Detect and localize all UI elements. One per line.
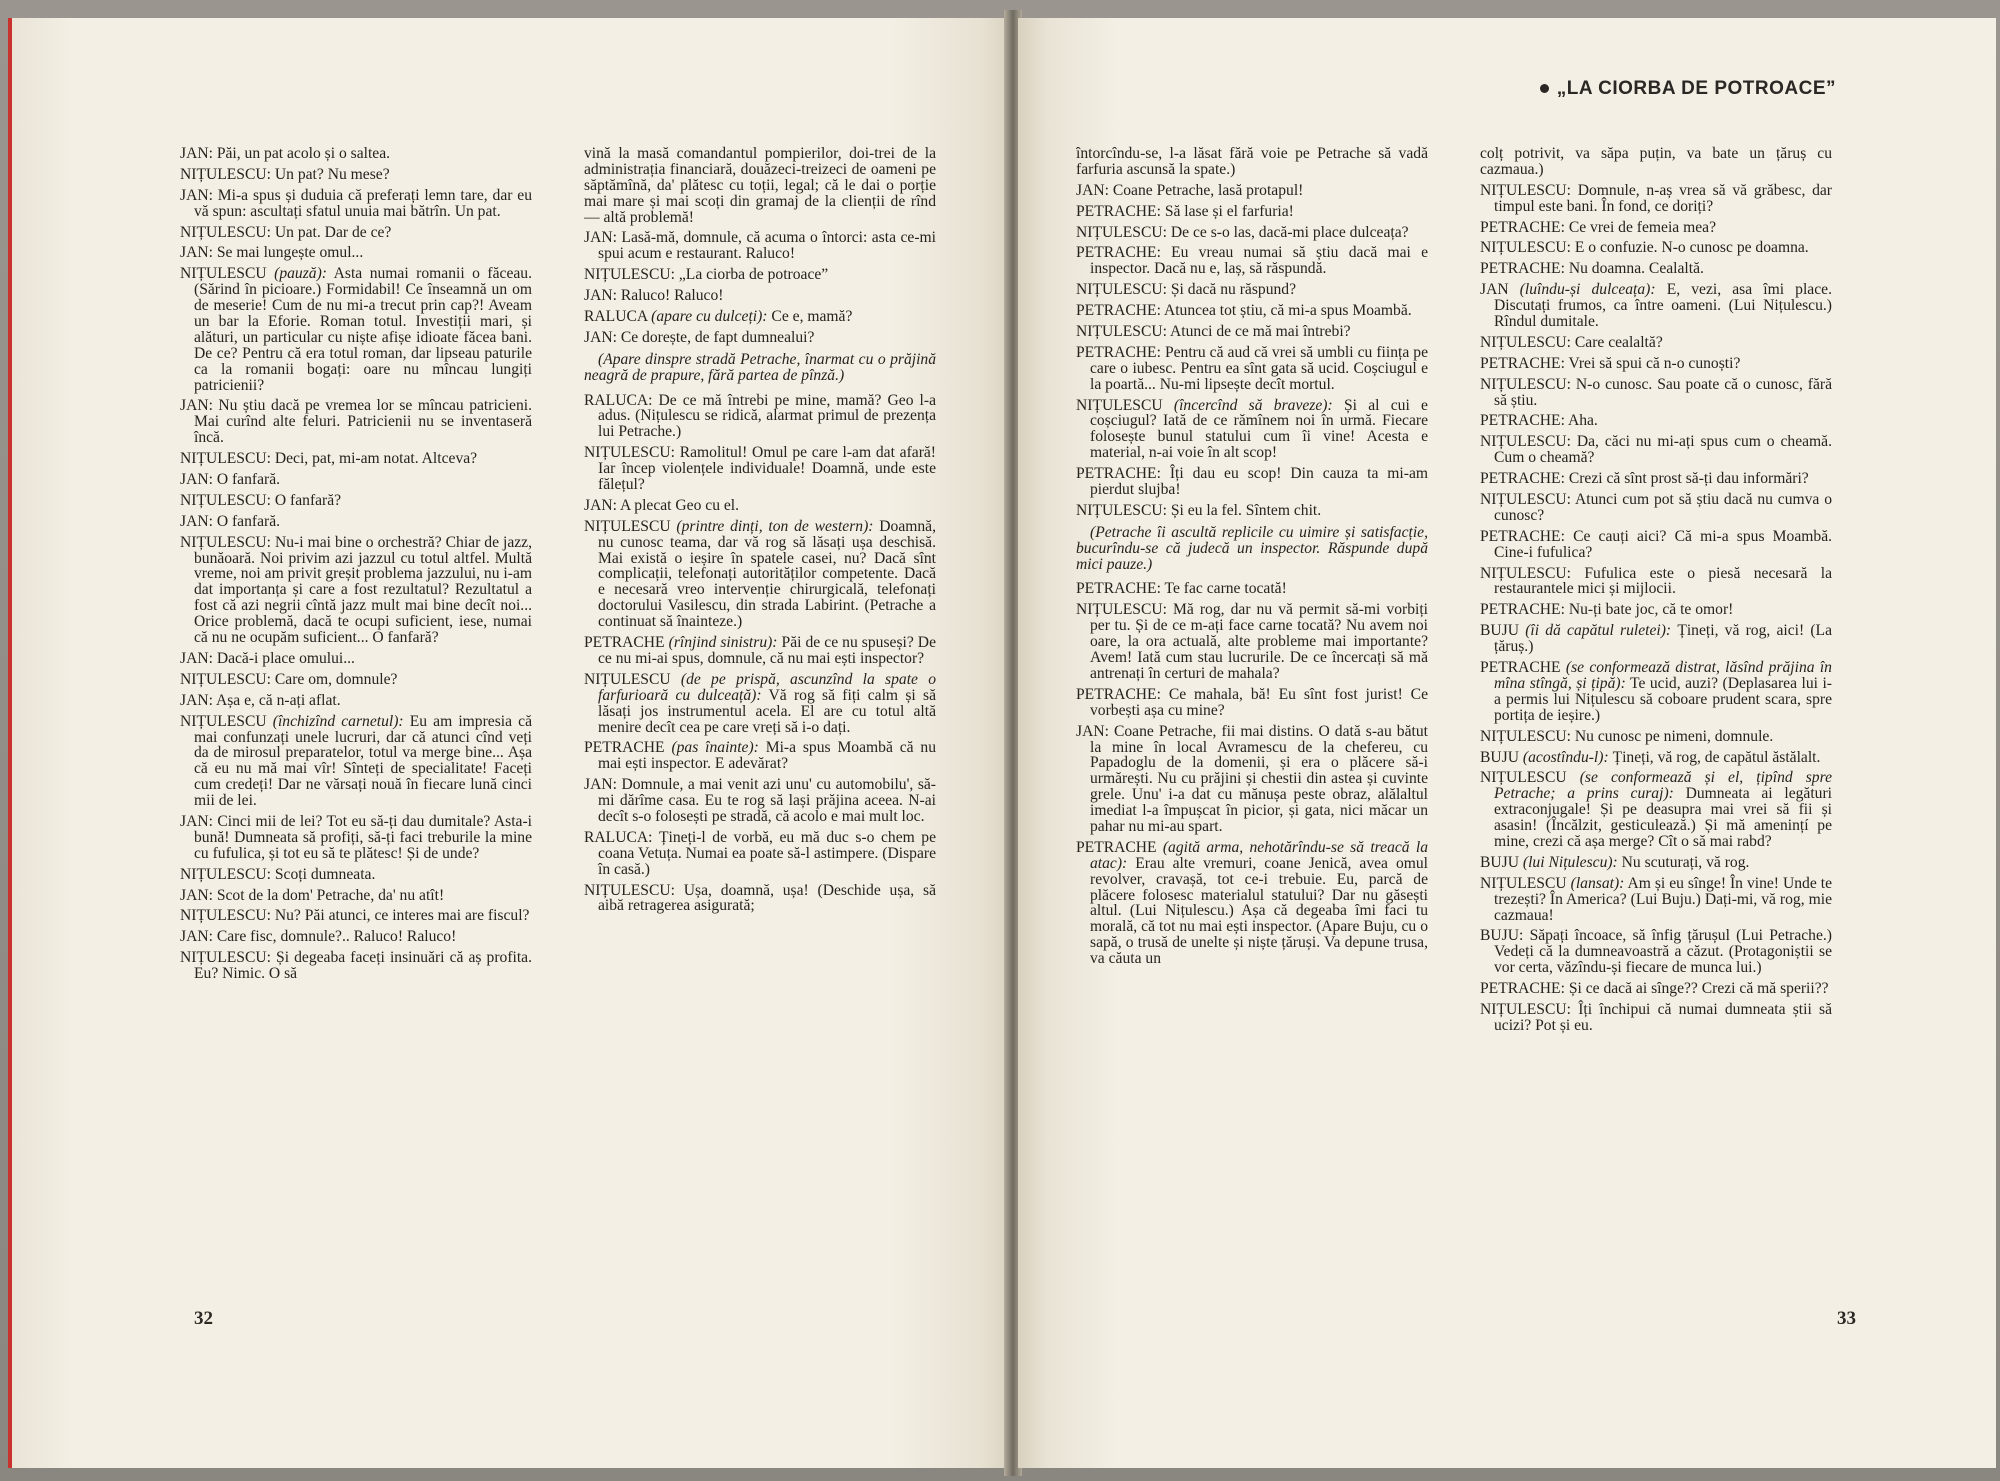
dialogue-line: NIȚULESCU: Fufulica este o piesă necesară la restaurantele mici și mijlocii. [1480,564,1832,598]
speaker-name: NIȚULESCU [1480,874,1567,892]
dialogue-line: PETRACHE: Și ce dacă ai sînge?? Crezi că mă sperii?? [1480,980,1829,998]
speaker-name: JAN [1076,722,1105,740]
line-text: Doamnă, nu cunosc teama, dar vă rog să lăsați ușa deschisă. Mai există o ieșire în spatele casei, nu? Dacă sînt complicații, telefonați autorităților competente. Dacă e necesară vreo intervenție chirurgicală, telefonați doctorului Vasilescu, din strada Labirint. (Petrache a continuat să înainteze.) [598,517,936,631]
line-text: Dacă-i place omului... [216,649,355,667]
line-text: „La ciorba de potroace” [678,266,829,284]
dialogue-line [1480,660,1832,724]
text-column-4 [1480,146,1832,1286]
dialogue-line: PETRACHE: Atuncea tot știu, că mi-a spus Moambă. [1076,302,1412,320]
speaker-name: NIȚULESCU [584,517,671,535]
inline-direction: (pas înainte): [671,739,759,757]
speaker-name: JAN [180,471,209,489]
speaker-name: NIȚULESCU [1076,501,1163,519]
speaker-name: PETRACHE [584,739,665,757]
speaker-name: JAN [584,496,613,514]
speaker-name: NIȚULESCU [180,450,267,468]
line-text: Îți dau eu scop! Din cauza ta mi-am pierdut slujba! [1090,465,1428,499]
dialogue-line: NIȚULESCU: Deci, pat, mi-am notat. Altceva? [180,450,478,468]
inline-direction: (lui Nițulescu): [1522,853,1618,871]
speaker-name: NIȚULESCU [1480,491,1567,509]
line-text: Să lase și el farfuria! [1164,202,1294,220]
speaker-name: NIȚULESCU [1480,239,1567,257]
dialogue-line: JAN: Coane Petrache, lasă protapul! [1076,181,1304,199]
dialogue-line: JAN: Lasă-mă, domnule, că acuma o întorci: asta ce-mi spui acum e restaurant. Raluco! [584,229,936,263]
speaker-name: JAN [180,812,209,830]
line-text: A plecat Geo cu el. [619,496,740,514]
dialogue-line: NIȚULESCU: Nu cunosc pe nimeni, domnule. [1480,727,1774,745]
continued-text: colț potrivit, va săpa puțin, va bate un țăruș cu cazmaua.) [1480,146,1832,178]
dialogue-line: NIȚULESCU: Care cealaltă? [1480,333,1663,351]
line-text: O fanfară. [216,512,281,530]
speaker-name: NIȚULESCU [1480,181,1567,199]
stage-direction: (Petrache îi ascultă replicile cu uimire și satisfacție, bucurîndu-se că judecă un inspector. Răspunde după mici pauze.) [1076,523,1428,573]
dialogue-line [1480,855,1832,871]
line-text: Așa e, că n-ați aflat. [215,691,341,709]
line-text: Da, căci nu mi-ați spus cum o cheamă. Cum o cheamă? [1494,433,1832,467]
dialogue-line [584,672,936,736]
dialogue-line [584,740,936,772]
speaker-name: PETRACHE [1076,202,1157,220]
line-text: O fanfară? [274,491,342,509]
dialogue-line: PETRACHE: Vrei să spui că n-o cunoști? [1480,354,1741,372]
dialogue-line: NIȚULESCU: Atunci de ce mă mai întrebi? [1076,323,1351,341]
dialogue-line: NIȚULESCU: Un pat? Nu mese? [180,165,390,183]
speaker-name: PETRACHE [1480,354,1561,372]
speaker-name: NIȚULESCU [180,223,267,241]
line-text: Vă rog să fiți calm și să lăsați jos instrumentul acela. El are cu totul altă menire decît cea pe care vreți să i-o dați. [598,686,936,736]
dialogue-line: JAN: Care fisc, domnule?.. Raluco! Raluco! [180,928,457,946]
speaker-name: PETRACHE [1076,465,1157,483]
speaker-name: NIȚULESCU [1480,564,1567,582]
dialogue-line: JAN: Nu știu dacă pe vremea lor se mîncau patricieni. Mai curînd alte feluri. Patricienii nu se inventaseră încă. [180,397,532,447]
speaker-name: NIȚULESCU [1076,323,1163,341]
line-text: Eu vreau numai să știu dacă mai e inspector. Dacă nu e, laș, să răspundă. [1090,244,1428,278]
speaker-name: JAN [180,649,209,667]
line-text: Păi, un pat acolo și o saltea. [216,146,391,162]
speaker-name: NIȚULESCU [1076,601,1163,619]
speaker-name: PETRACHE [1480,659,1561,677]
line-text: Scot de la dom' Petrache, da' nu atît! [216,886,445,904]
dialogue-line: JAN: O fanfară. [180,512,281,530]
line-text: Ce vrei de femeia mea? [1568,218,1717,236]
speaker-name: JAN [584,229,613,247]
dialogue-line: NIȚULESCU: De ce s-o las, dacă-mi place dulceața? [1076,223,1409,241]
line-text: Fufulica este o piesă necesară la restaurantele mici și mijlocii. [1494,564,1832,598]
speaker-name: PETRACHE [584,634,665,652]
line-text: Lasă-mă, domnule, că acuma o întorci: asta ce-mi spui acum e restaurant. Raluco! [598,229,936,263]
line-text: Cinci mii de lei? Tot eu să-ți dau dumitale? Asta-i bună! Dumneata să profiți, să-ți faci treburile la mine cu fufulica, și tot eu să te plătesc! Și de unde? [194,812,532,862]
speaker-name: BUJU [1480,622,1519,640]
page-number-left: 32 [194,1308,213,1329]
dialogue-line: PETRACHE: Eu vreau numai să știu dacă mai e inspector. Dacă nu e, laș, să răspundă. [1076,244,1428,278]
speaker-name: PETRACHE [1480,260,1561,278]
line-text: Domnule, n-aș vrea să vă grăbesc, dar timpul este bani. În fond, ce doriți? [1494,181,1832,215]
speaker-name: NIȚULESCU [1480,333,1567,351]
dialogue-line: NIȚULESCU: Un pat. Dar de ce? [180,223,392,241]
line-text: Care om, domnule? [274,670,398,688]
line-text: Un pat? Nu mese? [274,165,390,183]
speaker-name: NIȚULESCU [180,907,267,925]
dialogue-line: NIȚULESCU: Și dacă nu răspund? [1076,281,1297,299]
running-header-title: „LA CIORBA DE POTROACE” [1556,78,1836,99]
speaker-name: JAN [584,287,613,305]
inline-direction: (luîndu-și dulceața): [1519,281,1656,299]
speaker-name: NIȚULESCU [180,533,267,551]
speaker-name: NIȚULESCU [1480,1000,1567,1018]
line-text: Care fisc, domnule?.. Raluco! Raluco! [216,928,457,946]
speaker-name: JAN [584,776,613,794]
dialogue-line: NIȚULESCU: Nu-i mai bine o orchestră? Chiar de jazz, bunăoară. Noi privim azi jazzul cu totul altfel. Multă vreme, noi am privit greșit problema jazzului, nu i-am dat importanța și care a fost rezultatul? Rezultatul a fost că azi negrii cîntă jazz mult mai bine decît noi... Orice problemă, dacă te ocupi suficient, iese, numai că nu ne ocupăm suficient... O fanfară? [180,533,532,647]
inline-direction: (se conformează distrat, lăsînd prăjina în mîna stîngă, și țipă): [1494,659,1832,692]
speaker-name: JAN [180,691,209,709]
line-text: Și dacă nu răspund? [1170,281,1297,299]
dialogue-line: JAN: Coane Petrache, fii mai distins. O dată s-au bătut la mine în local Avramescu de la chefereu, cu Papadoglu de la domenii, și era o plăcere să-i urmărești. Nu cu prăjini și chestii din astea și cuvinte grele. Unu' i-a dat cu mănușa peste obraz, alălaltul imediat l-a împușcat în picior, și gata, nici măcar un pahar nu mi-au spart. [1076,722,1428,835]
dialogue-line: JAN: A plecat Geo cu el. [584,496,740,514]
speaker-name: NIȚULESCU [1480,769,1567,787]
line-text: Țineți-l de vorbă, eu mă duc s-o chem pe coana Vetuța. Numai ea poate să-l astimpere. (Dispare în casă.) [598,828,936,878]
stage-direction: (Apare dinspre stradă Petrache, înarmat cu o prăjină neagră de prapure, fără partea de pînză.) [584,350,936,384]
line-text: Nu-ți bate joc, că te omor! [1568,601,1734,619]
dialogue-line [1480,623,1832,655]
right-page [1018,18,1996,1468]
dialogue-line: JAN: Domnule, a mai venit azi unu' cu automobilu', să-mi dărîme casa. Eu te rog să lași prăjina aceea. N-ai decît s-o folosești pe stradă, că acolo e mai mult loc. [584,776,936,825]
speaker-name: JAN [180,886,209,904]
speaker-name: BUJU [1480,927,1519,945]
line-text: Țineți, vă rog, de capătul ăstălalt. [1612,748,1821,766]
dialogue-line: NIȚULESCU: Domnule, n-aș vrea să vă grăbesc, dar timpul este bani. În fond, ce doriți? [1480,181,1832,215]
dialogue-line: RALUCA: De ce mă întrebi pe mine, mamă? Geo l-a adus. (Nițulescu se ridică, alarmat primul de prezența lui Petrache.) [584,391,936,441]
line-text: Țineți, vă rog, aici! (La țăruș.) [1494,622,1832,656]
speaker-name: PETRACHE [1076,685,1157,703]
dialogue-line: JAN: Cinci mii de lei? Tot eu să-ți dau dumitale? Asta-i bună! Dumneata să profiți, să-ți faci treburile la mine cu fufulica, și tot eu să te plătesc! Și de unde? [180,812,532,862]
line-text: Și eu la fel. Sîntem chit. [1170,501,1322,519]
line-text: Atunci de ce mă mai întrebi? [1170,323,1351,341]
dialogue-line: PETRACHE: Nu-ți bate joc, că te omor! [1480,601,1734,619]
dialogue-line: PETRACHE: Crezi că sînt prost să-ți dau informări? [1480,470,1809,488]
dialogue-line [584,635,936,667]
speaker-name: NIȚULESCU [180,670,267,688]
speaker-name: JAN [180,186,209,204]
dialogue-line: NIȚULESCU: O fanfară? [180,491,342,509]
dialogue-line [1076,398,1428,462]
speaker-name: PETRACHE [1076,838,1157,856]
line-text: Coane Petrache, fii mai distins. O dată s-au bătut la mine în local Avramescu de la chefereu, cu Papadoglu de la domenii, și era o plăcere să-i urmărești. Nu cu prăjini și chestii din astea și cuvinte grele. Unu' i-a dat cu mănușa peste obraz, alălaltul imediat l-a împușcat în picior, și gata, nici măcar un pahar nu mi-au spart. [1090,722,1428,835]
line-text: Eu am impresia că mai confunzați unele lucruri, dar că atunci cînd veți da de mirosul preparatelor, totul va merge bine... Așa că eu nu mă mai vîr! Sînteți de specialitate! Faceți cum credeți! Dar ne vărsați nouă în fiecare lună cinci mii de lei. [194,712,532,810]
speaker-name: JAN [180,244,209,262]
speaker-name: JAN [1076,181,1105,199]
line-text: Mi-a spus Moambă că nu mai ești inspector. E adevărat? [598,739,936,773]
speaker-name: NIȚULESCU [180,491,267,509]
line-text: Atuncea tot știu, că mi-a spus Moambă. [1163,302,1412,320]
speaker-name: JAN [180,512,209,530]
speaker-name: PETRACHE [1480,470,1561,488]
speaker-name: NIȚULESCU [1076,223,1163,241]
line-text: Se mai lungește omul... [216,244,364,262]
line-text: Și ce dacă ai sînge?? Crezi că mă sperii?? [1568,980,1829,998]
line-text: Domnule, a mai venit azi unu' cu automobilu', să-mi dărîme casa. Eu te rog să lași prăjina aceea. N-ai decît s-o folosești pe stradă, că acolo e mai mult loc. [598,776,936,825]
page-number-right: 33 [1837,1308,1856,1329]
line-text: E o confuzie. N-o cunosc pe doamna. [1574,239,1809,257]
dialogue-line: PETRACHE: Te fac carne tocată! [1076,580,1287,598]
speaker-name: JAN [180,928,209,946]
speaker-name: BUJU [1480,748,1519,766]
line-text: Atunci cum pot să știu dacă nu cumva o cunosc? [1494,491,1832,524]
line-text: Nu? Păi atunci, ce interes mai are fiscul? [274,907,530,925]
inline-direction: (de pe prispă, ascunzînd la spate o farfurioară cu dulceață): [598,670,936,704]
dialogue-line: PETRACHE: Să lase și el farfuria! [1076,202,1294,220]
speaker-name: NIȚULESCU [1480,375,1567,393]
running-header [1540,78,1836,100]
inline-direction: (pauză): [274,265,327,283]
line-text: Deci, pat, mi-am notat. Altceva? [274,450,478,468]
line-text: Scoți dumneata. [274,865,376,883]
inline-direction: (închizînd carnetul): [272,712,404,730]
dialogue-line: NIȚULESCU: Scoți dumneata. [180,865,376,883]
dialogue-line: NIȚULESCU: Mă rog, dar nu vă permit să-mi vorbiți per tu. Și de ce m-ați face carne tocată? Nu avem noi oare, la ora actuală, alte probleme mai importante? Avem! Iată cum stau lucrurile. De ce încercați să mă antrenați în certuri de mahala? [1076,601,1428,682]
line-text: Vrei să spui că n-o cunoști? [1568,354,1741,372]
dialogue-line: NIȚULESCU: Nu? Păi atunci, ce interes mai are fiscul? [180,907,530,925]
speaker-name: NIȚULESCU [180,865,267,883]
inline-direction: (rînjind sinistru): [668,634,778,652]
speaker-name: NIȚULESCU [180,712,267,730]
speaker-name: RALUCA [584,308,648,326]
dialogue-line: NIȚULESCU: N-o cunosc. Sau poate că o cunosc, fără să știu. [1480,375,1832,409]
speaker-name: PETRACHE [1076,343,1157,361]
line-text: Și degeaba faceți insinuări că aș profita. Eu? Nimic. O să [194,949,532,983]
inline-direction: (se conformează și el, țipînd spre Petrache; a prins curaj): [1494,769,1832,803]
line-text: Crezi că sînt prost să-ți dau informări? [1568,470,1809,488]
dialogue-line: JAN: Păi, un pat acolo și o saltea. [180,146,391,162]
line-text: Ce e, mamă? [771,308,853,326]
line-text: Ce mahala, bă! Eu sînt fost jurist! Ce vorbești așa cu mine? [1090,685,1428,719]
line-text: Raluco! Raluco! [620,287,724,305]
line-text: Nu cunosc pe nimeni, domnule. [1574,727,1774,745]
line-text: Ce dorește, de fapt dumnealui? [620,328,815,346]
speaker-name: JAN [1480,281,1509,299]
line-text: Te fac carne tocată! [1164,580,1287,598]
dialogue-line [180,266,532,393]
dialogue-line: JAN: Scot de la dom' Petrache, da' nu atît! [180,886,445,904]
dialogue-line: JAN: Raluco! Raluco! [584,287,724,305]
line-text: De ce mă întrebi pe mine, mamă? Geo l-a adus. (Nițulescu se ridică, alarmat primul de prezența lui Petrache.) [598,391,936,441]
speaker-name: RALUCA [584,391,649,409]
speaker-name: PETRACHE [1480,527,1561,545]
line-text: Te ucid, auzi? (Deplasarea lui i-a permis lui Nițulescu să coboare prudent scara, spre portița de ieșire.) [1494,674,1832,724]
line-text: Asta numai romanii o făceau. (Sărind în picioare.) Formidabil! Ce înseamnă un om de meserie! Cum de nu mi-a trecut prin cap?! Aveam un bar la Eforie. Roman totul. Investiții mari, și alături, un particular cu niște afișe idioate făcea bani. De ce? Pentru că era totul roman, dar lipseau paturile ca la romanii bogați: oare nu mîncau lungiți patricienii? [194,265,532,394]
dialogue-line: PETRACHE: Aha. [1480,412,1598,430]
dialogue-line [1480,750,1832,766]
line-text: Săpați încoace, să înfig țărușul (Lui Petrache.) Vedeți că la dumneavoastră a căzut. (Protagoniștii se vor certa, văzîndu-și fiecare de munca lui.) [1494,927,1832,977]
inline-direction: (printre dinți, ton de western): [676,517,874,535]
dialogue-line: JAN: Dacă-i place omului... [180,649,355,667]
dialogue-line: PETRACHE: Pentru că aud că vrei să umbli cu ființa pe care o iubesc. Pentru ea sînt gata să ucid. Coșciugul e la poartă... Nu-mi lipsește decît mortul. [1076,343,1428,393]
inline-direction: (încercînd să braveze): [1173,396,1333,414]
line-text: Am și eu sînge! În vine! Unde te trezești? În America? (Lui Buju.) Dați-mi, vă rog, mie cazmaua! [1494,874,1832,924]
left-page [8,18,1012,1468]
speaker-name: PETRACHE [1480,412,1561,430]
line-text: Coane Petrache, lasă protapul! [1112,181,1304,199]
line-text: Îți închipui că numai dumneata știi să ucizi? Pot și eu. [1494,1000,1832,1034]
line-text: N-o cunosc. Sau poate că o cunosc, fără să știu. [1494,375,1832,409]
dialogue-line: PETRACHE: Ce vrei de femeia mea? [1480,218,1717,236]
inline-direction: (agită arma, nehotărîndu-se să treacă la atac): [1090,838,1428,872]
line-text: Dumneata ai legături extraconjugale! Și pe deasupra mai vrei să fii și asasin! (Încălzit, gesticulează.) Și mă amenințí pe mine, crezi că așa merge? Cît o să mai rabd? [1494,785,1832,850]
dialogue-line [584,309,936,325]
speaker-name: NIȚULESCU [584,881,671,899]
line-text: Păi de ce nu spuseși? De ce nu mi-ai spus, domnule, că nu mai ești inspector? [598,634,936,667]
dialogue-line: NIȚULESCU: Care om, domnule? [180,670,398,688]
continued-text: întorcîndu-se, l-a lăsat fără voie pe Petrache să vadă farfuria ascunsă la spate.) [1076,146,1428,178]
speaker-name: NIȚULESCU [584,444,671,462]
line-text: Mă rog, dar nu vă permit să-mi vorbiți per tu. Și de ce m-ați face carne tocată? Nu avem noi oare, la ora actuală, alte probleme mai importante? Avem! Iată cum stau lucrurile. De ce încercați să mă antrenați în certuri de mahala? [1090,601,1428,682]
line-text: Și al cui e coșciugul? Iată de ce rămînem noi în urmă. Fiecare folosește bunul statului cum îi vine! Acesta e material, n-ai voie în alt scop! [1090,396,1428,462]
line-text: Pentru că aud că vrei să umbli cu ființa pe care o iubesc. Pentru ea sînt gata să ucid. Coșciugul e la poartă... Nu-mi lipsește decît mortul. [1090,343,1428,393]
dialogue-line: NIȚULESCU: E o confuzie. N-o cunosc pe doamna. [1480,239,1809,257]
speaker-name: PETRACHE [1480,601,1561,619]
dialogue-line: NIȚULESCU: Da, căci nu mi-ați spus cum o cheamă. Cum o cheamă? [1480,433,1832,467]
dialogue-line: JAN: O fanfară. [180,471,281,489]
line-text: E, vezi, asa îmi place. Discutați frumos, ca între oameni. (Lui Nițulescu.) Rîndul dumitale. [1494,281,1832,331]
dialogue-line: JAN: Mi-a spus și duduia că preferați lemn tare, dar eu vă spun: ascultați sfatul unuia mai bătrîn. Un pat. [180,186,532,220]
inline-direction: (apare cu dulceți): [651,308,768,326]
speaker-name: NIȚULESCU [1076,396,1163,414]
speaker-name: PETRACHE [1480,980,1561,998]
speaker-name: PETRACHE [1076,580,1157,598]
inline-direction: (îi dă capătul ruletei): [1525,622,1672,640]
inline-direction: (acostîndu-l): [1522,748,1609,766]
dialogue-line: JAN: Ce dorește, de fapt dumnealui? [584,328,815,346]
dialogue-line [1480,282,1832,330]
dialogue-line: NIȚULESCU: Și degeaba faceți insinuări că aș profita. Eu? Nimic. O să [180,949,532,983]
dialogue-line: NIȚULESCU: Ramolitul! Omul pe care l-am dat afară! Iar încep violențele individuale! Doamnă, unde este fălețul? [584,444,936,494]
speaker-name: NIȚULESCU [584,670,671,688]
line-text: De ce s-o las, dacă-mi place dulceața? [1170,223,1409,241]
line-text: Nu doamna. Cealaltă. [1568,260,1704,278]
dialogue-line: NIȚULESCU: Și eu la fel. Sîntem chit. [1076,501,1322,519]
speaker-name: NIȚULESCU [180,165,267,183]
line-text: Care cealaltă? [1574,333,1663,351]
speaker-name: JAN [180,397,209,415]
line-text: Nu-i mai bine o orchestră? Chiar de jazz, bunăoară. Noi privim azi jazzul cu totul altfel. Multă vreme, noi am privit greșit problema jazzului, nu i-am dat importanța și care a fost rezultatul? Rezultatul a fost că azi negrii cîntă jazz mult mai bine decît noi... Orice problemă, dacă te ocupi suficient, iese, numai că nu ne ocupăm suficient... O fanfară? [194,533,532,647]
line-text: O fanfară. [216,471,281,489]
line-text: Nu știu dacă pe vremea lor se mîncau patricieni. Mai curînd alte feluri. Patricienii nu se inventaseră încă. [194,397,532,447]
line-text: Ramolitul! Omul pe care l-am dat afară! Iar încep violențele individuale! Doamnă, unde este fălețul? [598,444,936,494]
dialogue-line: PETRACHE: Îți dau eu scop! Din cauza ta mi-am pierdut slujba! [1076,465,1428,499]
text-column-2 [584,146,936,1286]
speaker-name: JAN [584,328,613,346]
dialogue-line: NIȚULESCU: Ușa, doamnă, ușa! (Deschide ușa, să aibă retragerea asigurată; [584,881,936,915]
speaker-name: BUJU [1480,853,1519,871]
dialogue-line: PETRACHE: Ce mahala, bă! Eu sînt fost jurist! Ce vorbești așa cu mine? [1076,685,1428,719]
line-text: Un pat. Dar de ce? [274,223,392,241]
line-text: Ce cauți aici? Că mi-a spus Moambă. Cine-i fufulica? [1494,527,1832,561]
dialogue-line: NIȚULESCU: „La ciorba de potroace” [584,266,829,284]
speaker-name: PETRACHE [1480,218,1561,236]
dialogue-line: JAN: Așa e, că n-ați aflat. [180,691,341,709]
dialogue-line: NIȚULESCU: Atunci cum pot să știu dacă nu cumva o cunosc? [1480,491,1832,524]
speaker-name: NIȚULESCU [1480,433,1567,451]
dialogue-line [180,714,532,809]
dialogue-line: RALUCA: Țineți-l de vorbă, eu mă duc s-o chem pe coana Vetuța. Numai ea poate să-l astimpere. (Dispare în casă.) [584,828,936,878]
dialogue-line [1076,840,1428,967]
speaker-name: NIȚULESCU [1480,727,1567,745]
dialogue-line: BUJU: Săpați încoace, să înfig țărușul (Lui Petrache.) Vedeți că la dumneavoastră a căzut. (Protagoniștii se vor certa, văzîndu-și fiecare de munca lui.) [1480,927,1832,977]
continued-text: vină la masă comandantul pompierilor, doi-trei de la administrația financiară, douăzeci-treizeci de oameni pe săptămînă, da' plătesc cu toții, legal; că le dai o porție mai mare și mai scoți din gramaj de la clienții de rînd — altă problemă! [584,146,936,226]
bullet-icon [1540,84,1549,93]
dialogue-line: PETRACHE: Nu doamna. Cealaltă. [1480,260,1704,278]
speaker-name: NIȚULESCU [1076,281,1163,299]
line-text: Ușa, doamnă, ușa! (Deschide ușa, să aibă retragerea asigurată; [598,881,936,915]
inline-direction: (lansat): [1570,874,1625,892]
dialogue-line: JAN: Se mai lungește omul... [180,244,364,262]
dialogue-line: PETRACHE: Ce cauți aici? Că mi-a spus Moambă. Cine-i fufulica? [1480,527,1832,561]
line-text: Nu scuturați, vă rog. [1621,853,1750,871]
dialogue-line: NIȚULESCU: Îți închipui că numai dumneata știi să ucizi? Pot și eu. [1480,1000,1832,1034]
text-column-3 [1076,146,1428,1286]
speaker-name: PETRACHE [1076,244,1157,262]
line-text: Aha. [1567,412,1598,430]
speaker-name: RALUCA [584,828,649,846]
dialogue-line [1480,876,1832,924]
speaker-name: NIȚULESCU [584,266,671,284]
text-column-1 [180,146,532,1286]
speaker-name: PETRACHE [1076,302,1157,320]
speaker-name: NIȚULESCU [180,949,267,967]
line-text: Mi-a spus și duduia că preferați lemn tare, dar eu vă spun: ascultați sfatul unuia mai bătrîn. Un pat. [194,186,532,220]
dialogue-line [584,519,936,630]
line-text: Erau alte vremuri, coane Jenică, avea omul revolver, cravașă, tot ce-i trebuie. Eu, parcă de plăcere folosesc materialul statului? Dar nu găsești altul. (Lui Nițulescu.) Așa că degeaba îmi faci tu morală, că tot nu mai ești inspector. (Apare Buju, cu o sapă, o trusă de unelte și niște țăruși. Va depune trusa, va căuta un [1090,854,1428,968]
dialogue-line [1480,770,1832,849]
speaker-name: NIȚULESCU [180,265,267,283]
speaker-name: JAN [180,146,209,162]
